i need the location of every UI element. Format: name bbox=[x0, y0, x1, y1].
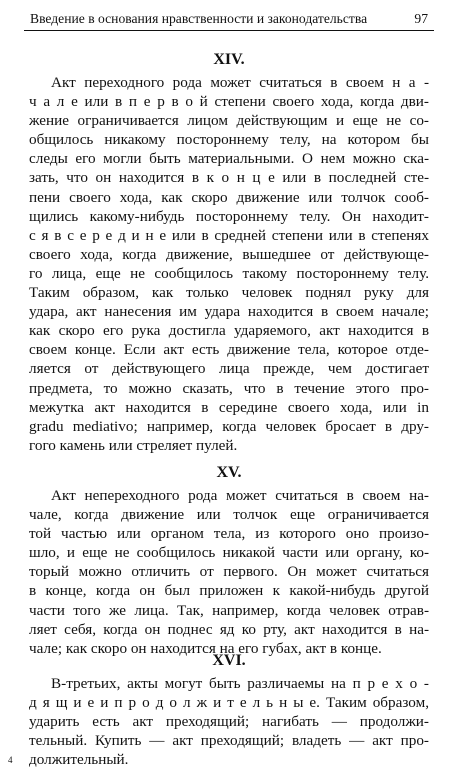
footer-mark: 4 bbox=[8, 755, 13, 765]
page-number: 97 bbox=[414, 11, 428, 26]
text-line: ляет себя, когда он поднес яд ко рту, акт находится в на- bbox=[29, 620, 429, 638]
text-line: тельный. Купить — акт преходящий; владеть — акт про- bbox=[29, 732, 429, 750]
text-line: пени своего хода, как скоро движение или толчок сооб- bbox=[29, 188, 429, 206]
text-line: торый можно отличить от первого. Он может считаться bbox=[29, 563, 429, 581]
text-line: общилось никакому постороннему телу, на котором бы bbox=[29, 131, 429, 149]
text-line: в конце, когда он был приложен к какой-нибудь другой bbox=[29, 582, 429, 600]
text-line: должительный. bbox=[29, 751, 129, 769]
text-line: удара, акт нанесения им удара находится в своем начале; bbox=[29, 303, 429, 321]
text-line: чале; как скоро он находится на его губах, акт в конце. bbox=[29, 639, 382, 657]
text-line: Таким образом, как только человек поднял руку для bbox=[29, 284, 429, 302]
text-line: той частью или органом тела, из которого оно произо- bbox=[29, 525, 429, 543]
text-line: ч а л е или в п е р в о й степени своего хода, когда дви- bbox=[29, 93, 429, 111]
text-line: щились какому-нибудь постороннему телу. Он находит- bbox=[29, 207, 429, 225]
text-line: своем конце. Если акт есть движение тела, которое отде- bbox=[29, 341, 429, 359]
section-heading-xvi: XVI. bbox=[212, 652, 246, 669]
text-line: В-третьих, акты могут быть различаемы на п р е х о - bbox=[51, 675, 429, 692]
text-line: зать, что он находится в к о н ц е или в последней сте- bbox=[29, 169, 429, 187]
text-line: ляется от действующего лица прежде, чем достигает bbox=[29, 360, 429, 378]
section-paragraph-xv bbox=[29, 486, 429, 658]
section-paragraph-xiv bbox=[29, 73, 429, 455]
text-line: предмета, то можно сказать, что в течение этого про- bbox=[29, 379, 429, 397]
text-line: gradu mediativo; например, когда человек бросает в дру- bbox=[29, 417, 429, 435]
section-heading-xiv: XIV. bbox=[213, 51, 245, 68]
text-line: Акт переходного рода может считаться в своем н а - bbox=[51, 74, 429, 91]
text-line: шло, и еще не сообщилось никакой части или органу, ко- bbox=[29, 544, 429, 562]
section-heading-xv: XV. bbox=[216, 464, 242, 481]
text-line: своего хода, когда движение, вышедшее от действующе- bbox=[29, 245, 429, 263]
text-line: д я щ и е и п р о д о л ж и т е л ь н ы е. Таким образом, bbox=[29, 694, 429, 712]
text-line: Акт непереходного рода может считаться в своем на- bbox=[51, 487, 429, 504]
text-line: ударить есть акт преходящий; нагибать — продолжи- bbox=[29, 713, 429, 731]
text-line: части того же лица. Так, например, когда человек отрав- bbox=[29, 601, 429, 619]
text-line: чале, когда движение или толчок еще ограничивается bbox=[29, 506, 429, 524]
text-line: го лица, еще не сообщилось такому постороннему телу. bbox=[29, 264, 429, 282]
running-head bbox=[24, 10, 434, 31]
text-line: межутка акт находится в середине своего хода, или in bbox=[29, 398, 429, 416]
section-paragraph-xvi bbox=[29, 674, 429, 769]
text-line: гого камень или стреляет пулей. bbox=[29, 436, 238, 454]
running-head-title: Введение в основания нравственности и законодательства bbox=[30, 11, 368, 26]
text-line: следы его могли быть материальными. О нем можно ска- bbox=[29, 150, 429, 168]
text-line: как скоро его рука достигла ударяемого, акт находится в bbox=[29, 322, 429, 340]
text-line: с я в с е р е д и н е или в средней степени или в степенях bbox=[29, 226, 429, 244]
text-line: жение ограничивается лицом действующим и еще не со- bbox=[29, 112, 429, 130]
